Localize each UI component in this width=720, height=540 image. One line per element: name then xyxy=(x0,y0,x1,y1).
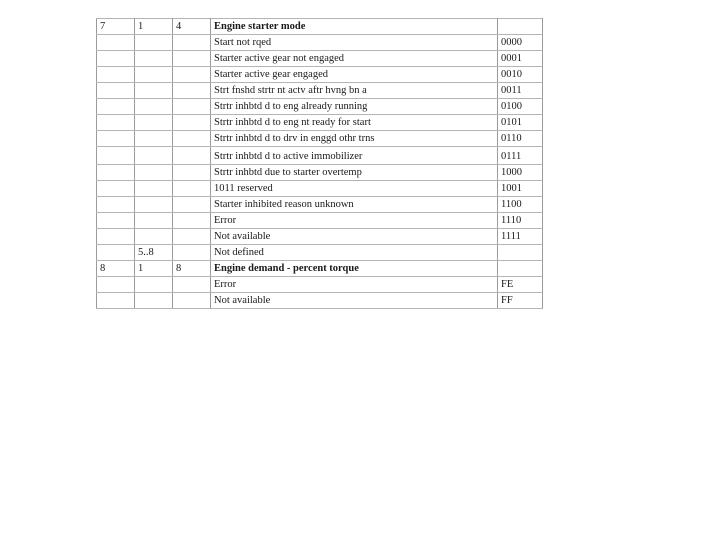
length-cell xyxy=(173,293,211,309)
bit-cell xyxy=(135,147,173,165)
byte-cell xyxy=(97,245,135,261)
bit-cell: 1 xyxy=(135,261,173,277)
bit-cell xyxy=(135,213,173,229)
value-cell xyxy=(498,261,543,277)
table-row xyxy=(97,165,543,181)
description-cell: Starter active gear not engaged xyxy=(211,51,498,67)
table-body xyxy=(97,19,543,309)
byte-cell xyxy=(97,213,135,229)
byte-cell xyxy=(97,67,135,83)
length-cell: 8 xyxy=(173,261,211,277)
table-row xyxy=(97,19,543,35)
value-cell xyxy=(498,19,543,35)
byte-cell xyxy=(97,229,135,245)
byte-cell xyxy=(97,83,135,99)
bit-cell xyxy=(135,99,173,115)
length-cell xyxy=(173,115,211,131)
description-cell: Error xyxy=(211,277,498,293)
length-cell xyxy=(173,51,211,67)
value-cell: 1100 xyxy=(498,197,543,213)
byte-cell xyxy=(97,277,135,293)
value-cell: 0001 xyxy=(498,51,543,67)
length-cell: 4 xyxy=(173,19,211,35)
length-cell xyxy=(173,245,211,261)
description-cell: Error xyxy=(211,213,498,229)
table-row xyxy=(97,261,543,277)
value-cell: 1000 xyxy=(498,165,543,181)
table-row xyxy=(97,131,543,147)
table-row xyxy=(97,213,543,229)
byte-cell xyxy=(97,147,135,165)
length-cell xyxy=(173,165,211,181)
bit-cell xyxy=(135,51,173,67)
description-cell: Engine starter mode xyxy=(211,19,498,35)
description-cell: Strt fnshd strtr nt actv aftr hvng bn a xyxy=(211,83,498,99)
table-row xyxy=(97,83,543,99)
length-cell xyxy=(173,147,211,165)
description-cell: Strtr inhbtd due to starter overtemp xyxy=(211,165,498,181)
spec-sheet xyxy=(96,18,542,309)
table-row xyxy=(97,293,543,309)
value-cell: 0111 xyxy=(498,147,543,165)
description-cell: Starter inhibited reason unknown xyxy=(211,197,498,213)
length-cell xyxy=(173,131,211,147)
byte-cell xyxy=(97,35,135,51)
byte-cell: 8 xyxy=(97,261,135,277)
description-cell: Engine demand - percent torque xyxy=(211,261,498,277)
length-cell xyxy=(173,181,211,197)
description-cell: Strtr inhbtd d to drv in enggd othr trns xyxy=(211,131,498,147)
bit-cell xyxy=(135,229,173,245)
table-row xyxy=(97,245,543,261)
description-cell: Strtr inhbtd d to active immobilizer xyxy=(211,147,498,165)
description-cell: Strtr inhbtd d to eng nt ready for start xyxy=(211,115,498,131)
length-cell xyxy=(173,213,211,229)
length-cell xyxy=(173,83,211,99)
bit-cell xyxy=(135,115,173,131)
bit-cell: 5..8 xyxy=(135,245,173,261)
description-cell: Not defined xyxy=(211,245,498,261)
description-cell: Not available xyxy=(211,229,498,245)
value-cell: 1110 xyxy=(498,213,543,229)
bit-cell xyxy=(135,181,173,197)
value-cell: 0010 xyxy=(498,67,543,83)
value-cell: 0110 xyxy=(498,131,543,147)
value-cell: 1001 xyxy=(498,181,543,197)
table-row xyxy=(97,51,543,67)
byte-cell xyxy=(97,293,135,309)
byte-cell: 7 xyxy=(97,19,135,35)
byte-cell xyxy=(97,51,135,67)
length-cell xyxy=(173,67,211,83)
signal-spec-table xyxy=(96,18,543,309)
table-row xyxy=(97,229,543,245)
table-row xyxy=(97,181,543,197)
value-cell: 0101 xyxy=(498,115,543,131)
length-cell xyxy=(173,197,211,213)
length-cell xyxy=(173,35,211,51)
value-cell: FF xyxy=(498,293,543,309)
bit-cell xyxy=(135,293,173,309)
byte-cell xyxy=(97,99,135,115)
table-row xyxy=(97,147,543,165)
bit-cell: 1 xyxy=(135,19,173,35)
bit-cell xyxy=(135,83,173,99)
value-cell: 0000 xyxy=(498,35,543,51)
description-cell: 1011 reserved xyxy=(211,181,498,197)
bit-cell xyxy=(135,165,173,181)
bit-cell xyxy=(135,131,173,147)
description-cell: Starter active gear engaged xyxy=(211,67,498,83)
description-cell: Not available xyxy=(211,293,498,309)
byte-cell xyxy=(97,115,135,131)
length-cell xyxy=(173,99,211,115)
value-cell xyxy=(498,245,543,261)
table-row xyxy=(97,277,543,293)
bit-cell xyxy=(135,277,173,293)
byte-cell xyxy=(97,165,135,181)
length-cell xyxy=(173,277,211,293)
byte-cell xyxy=(97,181,135,197)
byte-cell xyxy=(97,197,135,213)
table-row xyxy=(97,197,543,213)
bit-cell xyxy=(135,35,173,51)
value-cell: FE xyxy=(498,277,543,293)
description-cell: Strtr inhbtd d to eng already running xyxy=(211,99,498,115)
table-row xyxy=(97,115,543,131)
value-cell: 0100 xyxy=(498,99,543,115)
description-cell: Start not rqed xyxy=(211,35,498,51)
bit-cell xyxy=(135,197,173,213)
table-row xyxy=(97,35,543,51)
value-cell: 0011 xyxy=(498,83,543,99)
byte-cell xyxy=(97,131,135,147)
table-row xyxy=(97,99,543,115)
table-row xyxy=(97,67,543,83)
value-cell: 1111 xyxy=(498,229,543,245)
length-cell xyxy=(173,229,211,245)
bit-cell xyxy=(135,67,173,83)
